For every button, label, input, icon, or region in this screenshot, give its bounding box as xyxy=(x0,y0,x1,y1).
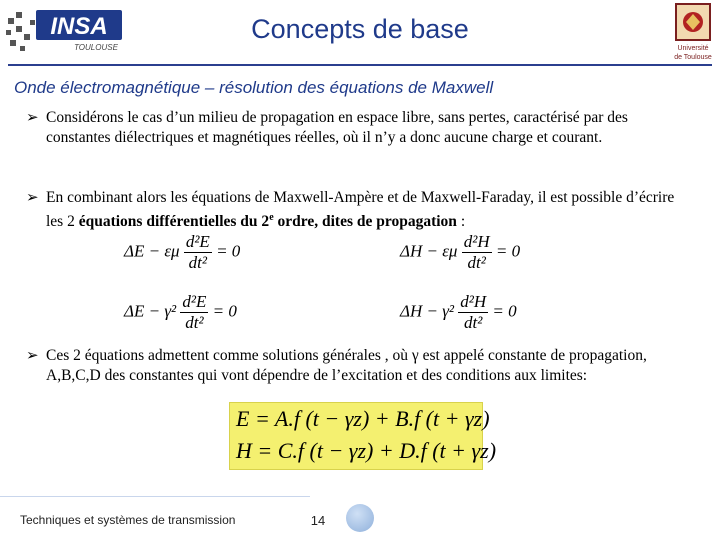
solution-e-line: E = A.f (t − γz) + B.f (t + γz) xyxy=(236,406,490,431)
svg-text:Université: Université xyxy=(677,45,709,52)
solution-h-line: H = C.f (t − γz) + D.f (t + γz) xyxy=(236,438,497,463)
bullet-1-text: Considérons le cas d’un milieu de propagation en espace libre, sans pertes, caractérisé par des constantes diélectriques et magnétiques réelles, où il n’y a donc aucune charge et courant. xyxy=(46,109,628,146)
equation-e-1: ΔE − εμ $\frac{\text{d²E}}{\text{dt²}}$ = 0 xyxy=(124,232,241,272)
header-divider xyxy=(8,64,712,66)
arrow-bullet-icon: ➢ xyxy=(26,348,39,364)
decorative-circle-icon xyxy=(346,504,374,532)
footer-divider xyxy=(0,496,310,497)
insa-logo xyxy=(6,4,124,56)
section-subtitle: Onde électromagnétique – résolution des équations de Maxwell xyxy=(14,78,494,97)
footer-course-title: Techniques et systèmes de transmission xyxy=(20,513,236,527)
svg-text:de Toulouse: de Toulouse xyxy=(674,54,712,61)
bullet-2-intro: En combinant alors les équations de Maxwell-Ampère et de Maxwell-Faraday, il est possible d’écrire les 2 xyxy=(46,189,675,231)
bullet-2-text xyxy=(46,188,688,232)
universite-toulouse-logo xyxy=(668,2,718,64)
bullet-3-text: Ces 2 équations admettent comme solutions générales , où γ est appelé constante de propagation, A,B,C,D des constantes qui vont dépendre de l’excitation et des conditions aux limites: xyxy=(46,347,647,384)
page-number: 14 xyxy=(310,513,326,528)
slide-title: Concepts de base xyxy=(251,14,469,44)
solution-equations-box xyxy=(229,402,497,470)
arrow-bullet-icon: ➢ xyxy=(26,110,39,126)
bullet-2-emphasis: équations différentielles du 2e ordre, dites de propagation xyxy=(78,212,457,231)
bullet-2 xyxy=(28,188,688,232)
bullet-1 xyxy=(28,108,688,148)
arrow-bullet-icon: ➢ xyxy=(26,190,39,206)
svg-text:INSA: INSA xyxy=(50,13,108,40)
equation-h-1: ΔH − εμ $\frac{\text{d²H}}{\text{dt²}}$ = 0 xyxy=(400,232,521,272)
bullet-2-colon: : xyxy=(456,213,466,231)
bullet-3 xyxy=(28,346,688,386)
equation-h-2: ΔH − γ² $\frac{\text{d²H}}{\text{dt²}}$ = 0 xyxy=(400,292,517,332)
svg-text:TOULOUSE: TOULOUSE xyxy=(74,43,118,52)
equation-e-2: ΔE − γ² $\frac{\text{d²E}}{\text{dt²}}$ = 0 xyxy=(124,292,237,332)
